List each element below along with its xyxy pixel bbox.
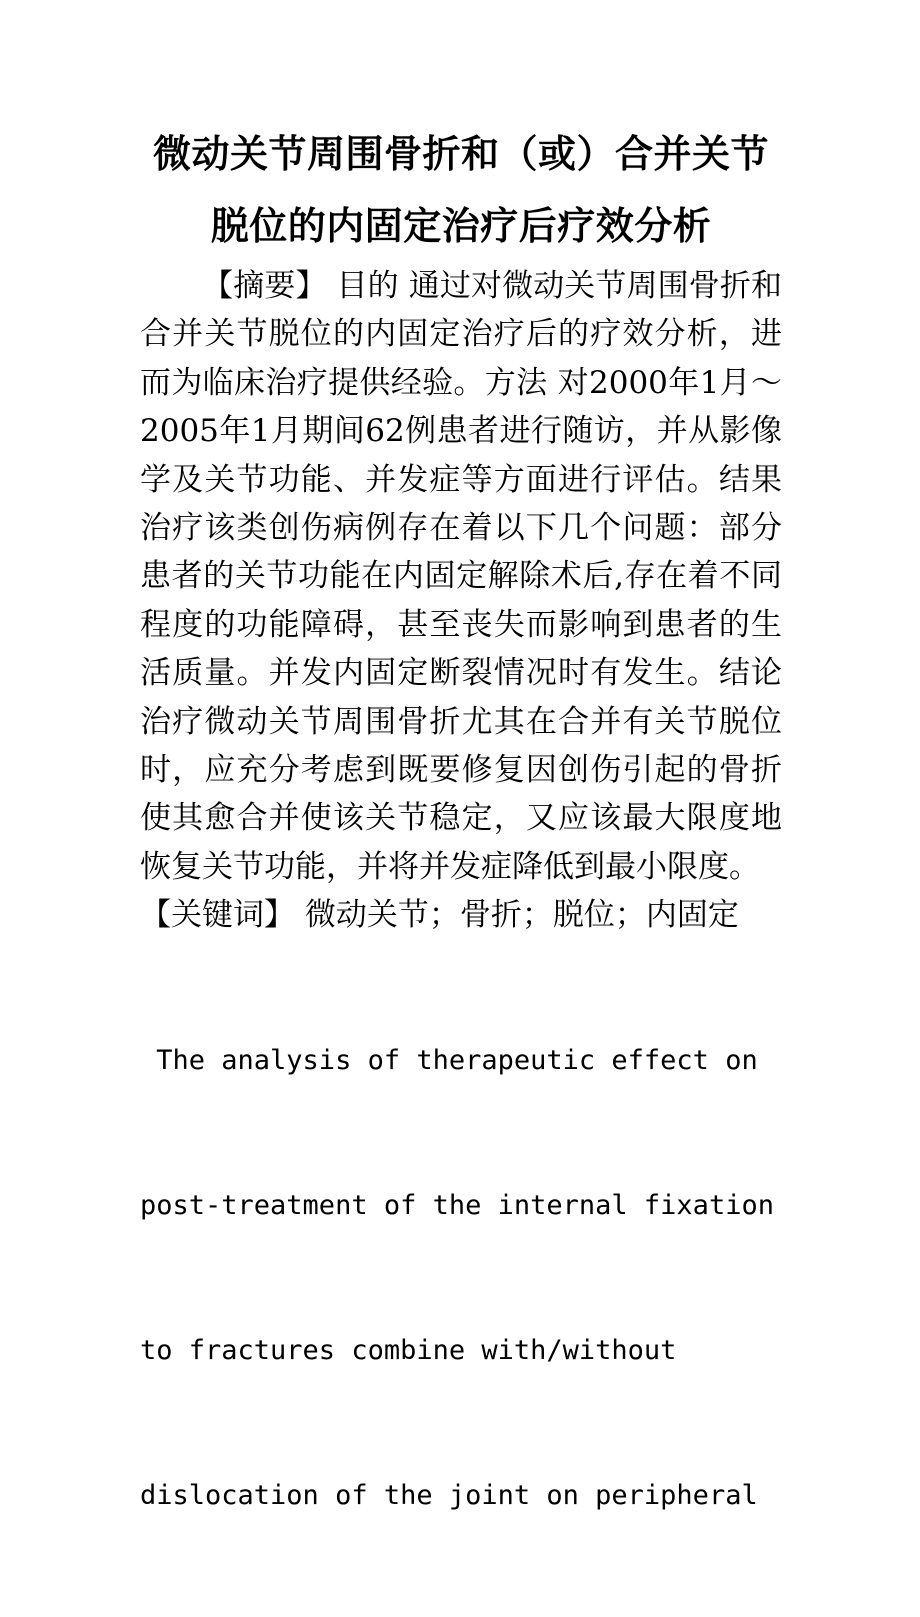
document-page [140,118,782,1617]
keywords-text: 微动关节；骨折；脱位；内固定 [295,897,739,934]
abstract-paragraph [140,262,782,891]
abstract-text: 目的 通过对微动关节周围骨折和合并关节脱位的内固定治疗后的疗效分析，进而为临床治疗提供经验。方法 对2000年1月～2005年1月期间62例患者进行随访，并从影像学及关节功能、并发症等方面进行评估。结果 治疗该类创伤病例存在着以下几个问题：部分患者的关节功能在内固定解除术后,存在着不同程度的功能障碍，甚至丧失而影响到患者的生活质量。并发内固定断裂情况时有发生。结论 治疗微动关节周围骨折尤其在合并有关节脱位时，应充分考虑到既要修复因创伤引起的骨折使其愈合并使该关节稳定，又应该最大限度地恢复关节功能，并将并发症降低到最小限度。 [140,268,782,885]
paper-title-line-2: 脱位的内固定治疗后疗效分析 [210,204,712,248]
keywords-paragraph [140,891,782,939]
english-title-line-1: The analysis of therapeutic effect on [140,1044,758,1076]
english-title-line-2: post-treatment of the internal fixation [140,1189,774,1221]
english-title-line-4: dislocation of the joint on peripheral [140,1480,758,1512]
keywords-label: 【关键词】 [140,897,295,934]
abstract-label: 【摘要】 [202,268,327,304]
english-title [140,940,782,1617]
paper-title [140,118,782,262]
paper-title-line-1: 微动关节周围骨折和（或）合并关节 [152,132,769,176]
english-title-line-3: to fractures combine with/without [140,1334,677,1366]
